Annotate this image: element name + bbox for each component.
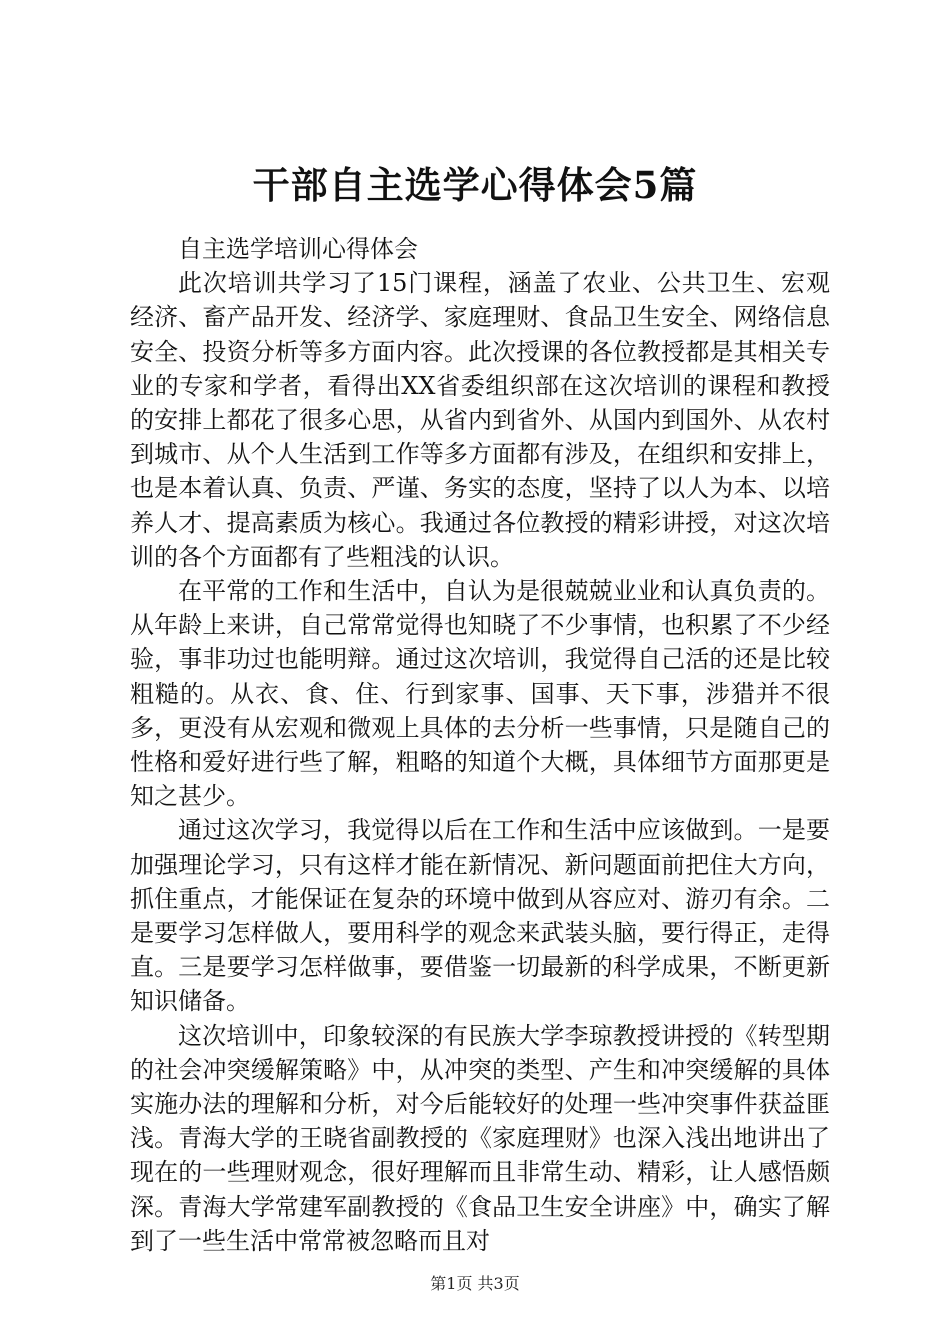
paragraph: 这次培训中，印象较深的有民族大学李琼教授讲授的《转型期的社会冲突缓解策略》中，从冲突的类型、产生和冲突缓解的具体实施办法的理解和分析，对今后能较好的处理一些冲突事件获益匪浅。青海大学的王晓省副教授的《家庭理财》也深入浅出地讲出了现在的一些理财观念，很好理解而且非常生动、精彩，让人感悟颇深。青海大学常建军副教授的《食品卫生安全讲座》中，确实了解到了一些生活中常常被忽略而且对 bbox=[130, 1021, 830, 1255]
paragraph: 通过这次学习，我觉得以后在工作和生活中应该做到。一是要加强理论学习，只有这样才能在新情况、新问题面前把住大方向，抓住重点，才能保证在复杂的环境中做到从容应对、游刃有余。二是要学习怎样做人，要用科学的观念来武装头脑，要行得正，走得直。三是要学习怎样做事，要借鉴一切最新的科学成果，不断更新知识储备。 bbox=[130, 816, 830, 1016]
paragraph: 此次培训共学习了15门课程，涵盖了农业、公共卫生、宏观经济、畜产品开发、经济学、家庭理财、食品卫生安全、网络信息安全、投资分析等多方面内容。此次授课的各位教授都是其相关专业的专家和学者，看得出XX省委组织部在这次培训的课程和教授的安排上都花了很多心思，从省内到省外、从国内到国外、从农村到城市、从个人生活到工作等多方面都有涉及，在组织和安排上，也是本着认真、负责、严谨、务实的态度，坚持了以人为本、以培养人才、提高素质为核心。我通过各位教授的精彩讲授，对这次培训的各个方面都有了些粗浅的认识。 bbox=[130, 269, 830, 571]
document-title: 干部自主选学心得体会5篇 bbox=[252, 163, 698, 207]
document-body bbox=[130, 232, 830, 1258]
paragraph: 在平常的工作和生活中，自认为是很兢兢业业和认真负责的。从年龄上来讲，自己常常觉得也知晓了不少事情，也积累了不少经验，事非功过也能明辩。通过这次培训，我觉得自己活的还是比较粗糙的。从衣、食、住、行到家事、国事、天下事，涉猎并不很多，更没有从宏观和微观上具体的去分析一些事情，只是随自己的性格和爱好进行些了解，粗略的知道个大概，具体细节方面那更是知之甚少。 bbox=[130, 577, 830, 811]
page-footer: 第1页 共3页 bbox=[430, 1274, 520, 1293]
document-subtitle: 自主选学培训心得体会 bbox=[178, 235, 418, 263]
